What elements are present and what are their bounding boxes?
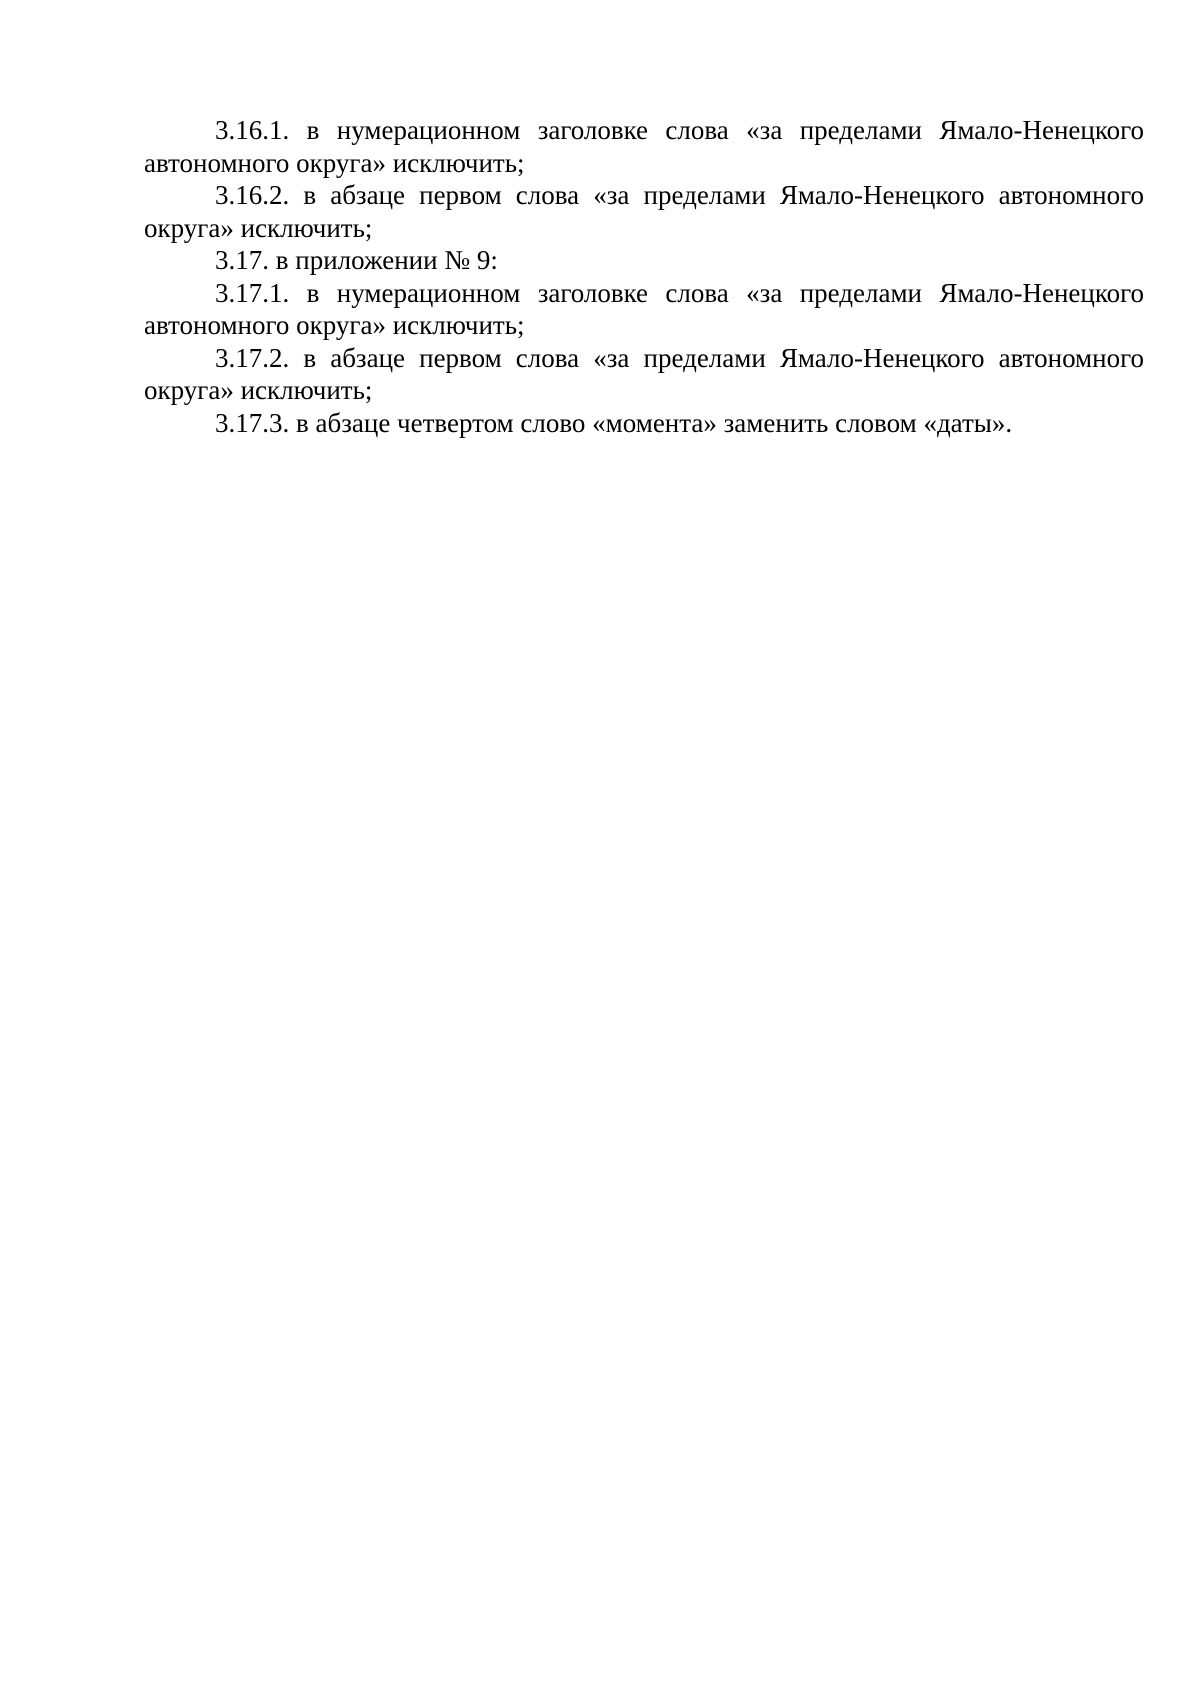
paragraph-3-17-1: 3.17.1. в нумерационном заголовке слова «за пределами Ямало-Ненецкого автономного округа» исключить; — [144, 277, 1144, 340]
paragraph-3-16-1: 3.16.1. в нумерационном заголовке слова «за пределами Ямало-Ненецкого автономного округа» исключить; — [144, 115, 1144, 178]
paragraph-3-17-2: 3.17.2. в абзаце первом слова «за пределами Ямало-Ненецкого автономного округа» исключить; — [144, 342, 1144, 405]
paragraph-3-16-2: 3.16.2. в абзаце первом слова «за пределами Ямало-Ненецкого автономного округа» исключить; — [144, 180, 1144, 243]
paragraph-3-17-3: 3.17.3. в абзаце четвертом слово «момента» заменить словом «даты». — [215, 407, 1013, 438]
document-body — [144, 114, 1144, 439]
paragraph-3-17: 3.17. в приложении № 9: — [215, 245, 498, 275]
